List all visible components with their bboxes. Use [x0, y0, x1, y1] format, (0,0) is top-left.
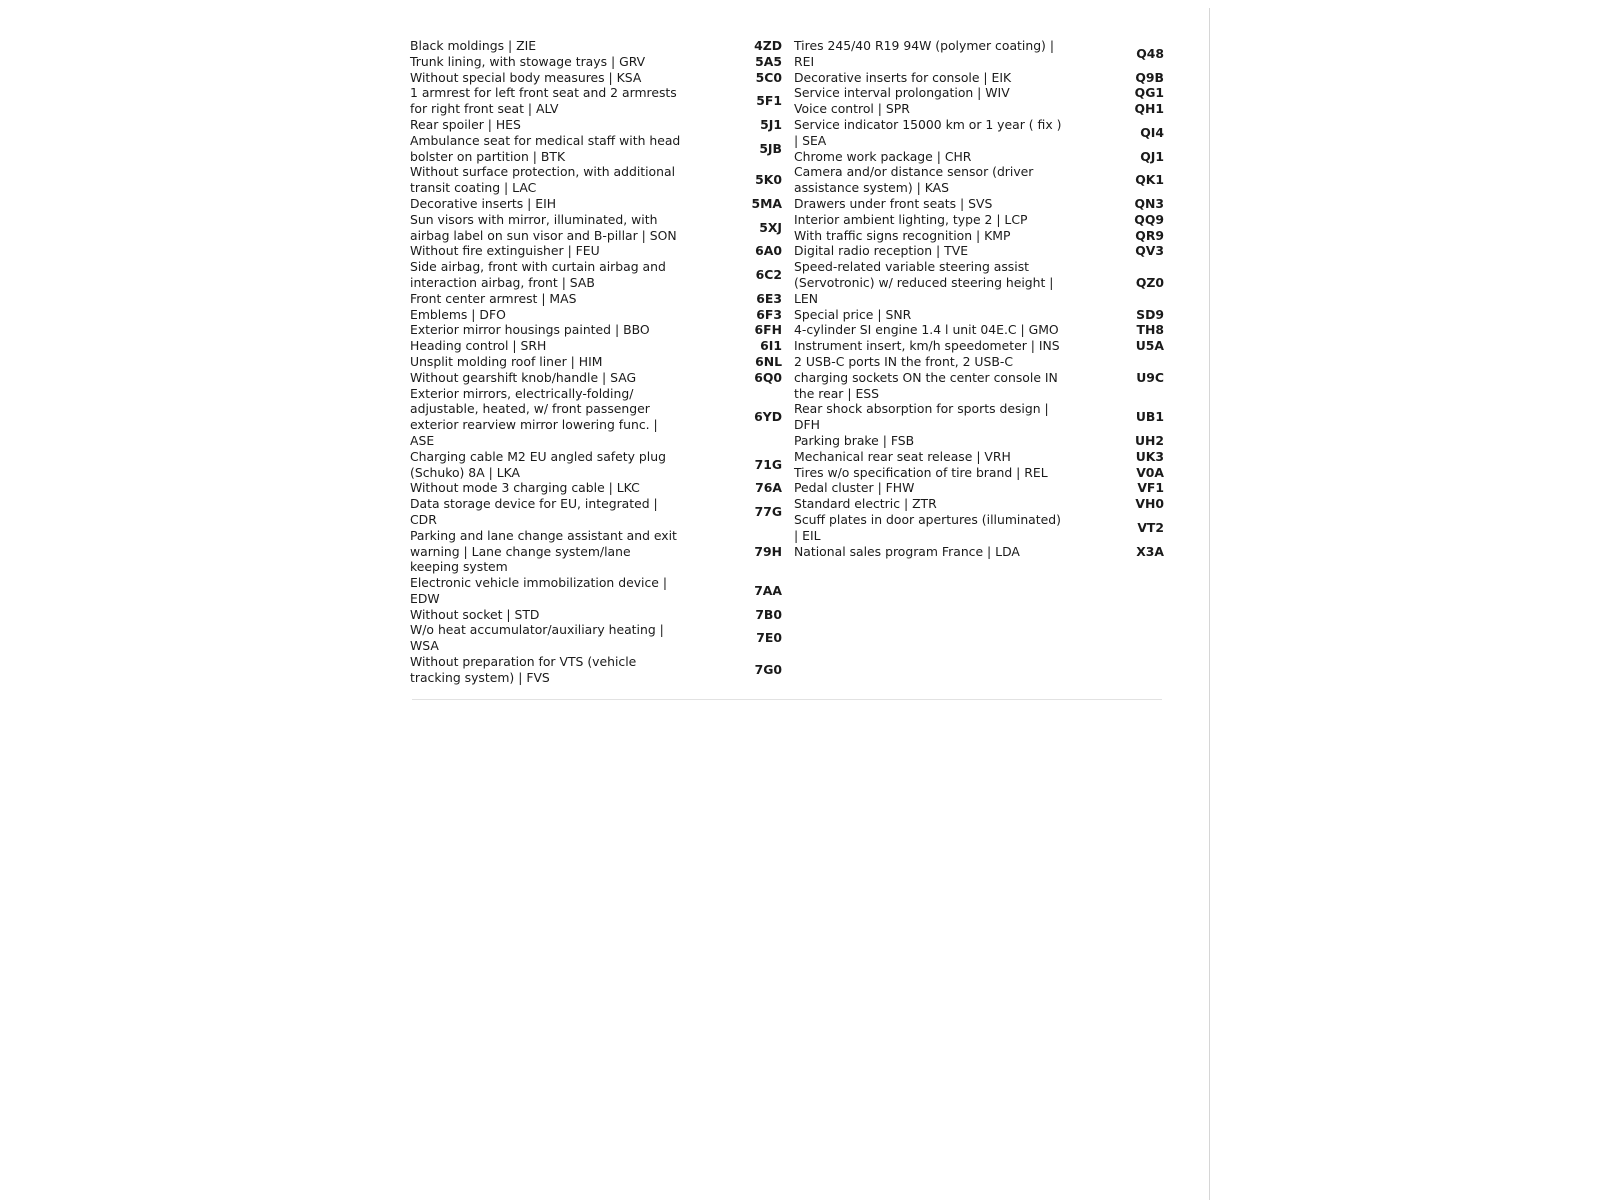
option-description: Tires 245/40 R19 94W (polymer coating) | REI	[794, 38, 1055, 69]
option-row	[794, 38, 1164, 70]
option-description: Special price | SNR	[794, 306, 912, 322]
option-description: Chrome work package | CHR	[794, 148, 972, 164]
option-description: Exterior mirrors, electrically-folding/ adjustable, heated, w/ front passenger exterior rearview mirror lowering func. | ASE	[410, 385, 658, 448]
option-row	[794, 480, 1164, 496]
option-row	[794, 496, 1164, 512]
option-code: UH2	[1134, 432, 1164, 448]
option-code: 5JB	[759, 140, 782, 156]
option-description: With traffic signs recognition | KMP	[794, 227, 1011, 243]
bottom-divider	[412, 699, 1162, 700]
option-description: Without gearshift knob/handle | SAG	[410, 369, 637, 385]
option-code: 6E3	[756, 290, 782, 306]
option-description: Interior ambient lighting, type 2 | LCP	[794, 211, 1028, 227]
option-row	[410, 307, 782, 323]
option-description: Speed-related variable steering assist (Servotronic) w/ reduced steering height | LEN	[794, 259, 1054, 306]
option-row	[794, 401, 1164, 433]
option-row	[794, 101, 1164, 117]
option-row	[410, 622, 782, 654]
option-row	[410, 164, 782, 196]
option-code: 7G0	[754, 661, 782, 677]
option-code: 6YD	[754, 409, 782, 425]
option-row	[794, 338, 1164, 354]
option-row	[410, 85, 782, 117]
options-list-right	[794, 38, 1164, 559]
option-code: 5J1	[760, 116, 782, 132]
option-row	[410, 654, 782, 686]
option-row	[794, 465, 1164, 481]
option-description: Trunk lining, with stowage trays | GRV	[410, 53, 646, 69]
option-code: 6F3	[756, 306, 782, 322]
option-description: Without socket | STD	[410, 606, 540, 622]
option-code: QV3	[1135, 243, 1164, 259]
option-row	[794, 243, 1164, 259]
option-row	[794, 449, 1164, 465]
option-row	[794, 228, 1164, 244]
option-description: Without fire extinguisher | FEU	[410, 243, 600, 259]
option-row	[794, 117, 1164, 149]
option-code: UB1	[1135, 409, 1164, 425]
option-description: Voice control | SPR	[794, 101, 910, 117]
option-code: VT2	[1137, 519, 1164, 535]
option-description: Unsplit molding roof liner | HIM	[410, 353, 603, 369]
option-row	[410, 54, 782, 70]
option-row	[794, 512, 1164, 544]
option-row	[410, 354, 782, 370]
option-code: 71G	[754, 456, 782, 472]
option-row	[410, 449, 782, 481]
option-row	[410, 575, 782, 607]
option-description: Without special body measures | KSA	[410, 69, 642, 85]
option-description: Tires w/o specification of tire brand | REL	[794, 464, 1048, 480]
option-code: VH0	[1135, 496, 1164, 512]
option-row	[794, 70, 1164, 86]
option-code: 5C0	[755, 69, 782, 85]
option-row	[794, 354, 1164, 401]
option-description: National sales program France | LDA	[794, 543, 1020, 559]
option-row	[410, 243, 782, 259]
option-code: QR9	[1135, 227, 1164, 243]
option-description: Exterior mirror housings painted | BBO	[410, 322, 650, 338]
option-code: SD9	[1136, 306, 1164, 322]
option-code: UK3	[1135, 448, 1164, 464]
option-row	[410, 212, 782, 244]
option-row	[410, 607, 782, 623]
option-description: Standard electric | ZTR	[794, 496, 937, 512]
option-description: Service indicator 15000 km or 1 year ( fix ) | SEA	[794, 116, 1062, 148]
option-code: X3A	[1136, 543, 1164, 559]
option-code: QK1	[1135, 172, 1164, 188]
option-row	[410, 338, 782, 354]
option-description: Black moldings | ZIE	[410, 38, 537, 53]
option-code: 5A5	[755, 53, 782, 69]
option-description: Ambulance seat for medical staff with head bolster on partition | BTK	[410, 132, 681, 164]
option-code: 7E0	[756, 630, 782, 646]
option-description: Without preparation for VTS (vehicle tracking system) | FVS	[410, 654, 637, 685]
option-code: U9C	[1136, 369, 1164, 385]
option-row	[410, 70, 782, 86]
options-list-left	[410, 38, 782, 686]
option-row	[410, 291, 782, 307]
option-code: 5K0	[755, 172, 782, 188]
option-code: 6FH	[754, 322, 782, 338]
option-description: Side airbag, front with curtain airbag and interaction airbag, front | SAB	[410, 259, 666, 290]
option-description: Scuff plates in door apertures (illuminated) | EIL	[794, 511, 1061, 543]
option-code: 79H	[754, 543, 782, 559]
option-code: Q9B	[1135, 69, 1164, 85]
option-row	[410, 196, 782, 212]
option-row	[410, 386, 782, 449]
option-code: VF1	[1137, 480, 1164, 496]
option-row	[410, 38, 782, 54]
option-row	[794, 196, 1164, 212]
option-description: Instrument insert, km/h speedometer | INS	[794, 338, 1060, 354]
option-row	[410, 322, 782, 338]
option-description: Without mode 3 charging cable | LKC	[410, 480, 640, 496]
option-row	[794, 544, 1164, 560]
option-description: 1 armrest for left front seat and 2 armrests for right front seat | ALV	[410, 85, 677, 117]
option-row	[794, 85, 1164, 101]
option-code: Q48	[1136, 45, 1164, 61]
option-description: Pedal cluster | FHW	[794, 480, 915, 496]
option-row	[410, 480, 782, 496]
option-description: 4-cylinder SI engine 1.4 l unit 04E.C | GMO	[794, 322, 1059, 338]
option-code: QZ0	[1135, 274, 1164, 290]
option-code: QJ1	[1140, 148, 1164, 164]
option-code: 6C2	[755, 267, 782, 283]
option-code: 4ZD	[754, 38, 782, 53]
option-code: 77G	[754, 504, 782, 519]
option-description: 2 USB-C ports IN the front, 2 USB-C charging sockets ON the center console IN the rear | ESS	[794, 353, 1058, 401]
option-row	[410, 259, 782, 291]
option-description: Parking and lane change assistant and exit warning | Lane change system/lane keeping system	[410, 527, 677, 575]
option-code: 76A	[755, 480, 782, 496]
option-row	[410, 370, 782, 386]
option-code: QH1	[1134, 101, 1164, 117]
option-description: Rear shock absorption for sports design | DFH	[794, 401, 1049, 433]
option-description: W/o heat accumulator/auxiliary heating | WSA	[410, 622, 664, 654]
option-code: QN3	[1134, 195, 1164, 211]
option-code: V0A	[1136, 464, 1164, 480]
option-code: 5XJ	[759, 219, 782, 235]
option-description: Front center armrest | MAS	[410, 290, 577, 306]
option-description: Sun visors with mirror, illuminated, with airbag label on sun visor and B-pillar | SON	[410, 211, 677, 243]
page-right-edge	[1209, 8, 1210, 1200]
option-code: TH8	[1136, 322, 1164, 338]
option-code: 5F1	[756, 93, 782, 109]
option-row	[410, 528, 782, 575]
option-row	[794, 259, 1164, 306]
option-description: Data storage device for EU, integrated | CDR	[410, 496, 658, 527]
option-row	[794, 322, 1164, 338]
option-code: 6NL	[755, 353, 782, 369]
option-description: Camera and/or distance sensor (driver assistance system) | KAS	[794, 164, 1034, 196]
option-description: Drawers under front seats | SVS	[794, 195, 993, 211]
option-description: Electronic vehicle immobilization device | EDW	[410, 575, 668, 606]
option-code: QQ9	[1134, 211, 1164, 227]
option-description: Service interval prolongation | WIV	[794, 85, 1010, 101]
option-row	[410, 117, 782, 133]
option-description: Decorative inserts for console | EIK	[794, 69, 1012, 85]
option-row	[794, 149, 1164, 165]
option-row	[794, 433, 1164, 449]
option-description: Heading control | SRH	[410, 338, 547, 354]
option-row	[794, 164, 1164, 196]
option-description: Digital radio reception | TVE	[794, 243, 969, 259]
option-code: 6Q0	[754, 369, 782, 385]
option-description: Charging cable M2 EU angled safety plug (Schuko) 8A | LKA	[410, 448, 666, 480]
option-code: 7B0	[755, 606, 782, 622]
option-code: 5MA	[751, 195, 782, 211]
option-description: Decorative inserts | EIH	[410, 195, 557, 211]
option-code: 6I1	[760, 338, 782, 354]
option-description: Emblems | DFO	[410, 306, 506, 322]
option-code: 6A0	[755, 243, 782, 259]
option-row	[410, 133, 782, 165]
option-row	[794, 307, 1164, 323]
option-row	[794, 212, 1164, 228]
option-row	[410, 496, 782, 528]
option-description: Mechanical rear seat release | VRH	[794, 448, 1011, 464]
option-code: U5A	[1135, 338, 1164, 354]
option-code: 7AA	[754, 582, 782, 598]
option-code: QI4	[1140, 124, 1164, 140]
option-code: QG1	[1134, 85, 1164, 101]
option-description: Rear spoiler | HES	[410, 116, 521, 132]
option-description: Parking brake | FSB	[794, 432, 915, 448]
option-description: Without surface protection, with additional transit coating | LAC	[410, 164, 676, 196]
